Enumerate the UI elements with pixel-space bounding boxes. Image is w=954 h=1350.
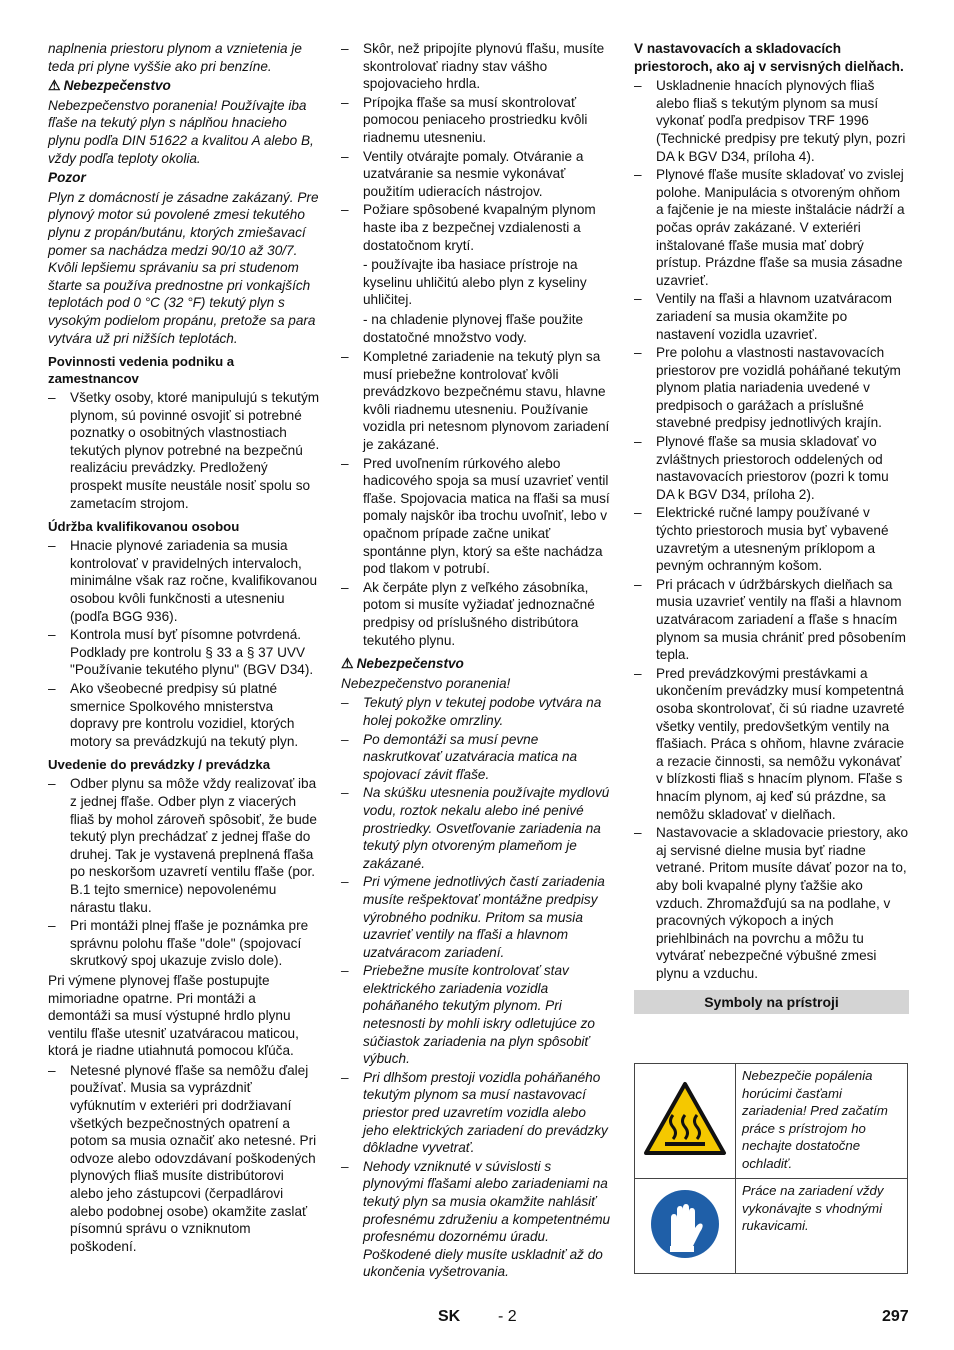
list-item: – Uskladnenie hnacích plynových fliaš alebo fliaš s tekutým plynom sa musí vykonať podľa predpisov TRF 1996 (Technické predpisy pre tekutý plyn, pozri DA k BGV D34, príloha 4). <box>634 77 909 165</box>
table-row <box>635 1064 908 1179</box>
list-obligations <box>48 389 320 512</box>
list-item: – Pri montáži plnej fľaše je poznámka pre správnu polohu fľaše "dole" (spojovací skrutkový spoj ukazuje zvislo dole). <box>48 917 320 970</box>
list-item: – Všetky osoby, ktoré manipulujú s tekutým plynom, sú povinné osvojiť si potrebné poznatky o osobitných vlastnostiach tekutých plynov potrebné na bezpečnú realizáciu prevádzky. Predložený prospekt musíte neustále nosiť spolu so zametacím strojom. <box>48 389 320 512</box>
list-maintenance <box>48 537 320 750</box>
list-inspection <box>341 348 613 649</box>
list-item: – Nastavovacie a skladovacie priestory, ako aj servisné dielne musia byť riadne vetrané. Pritom musíte dávať pozor na to, aby boli kvapalné plyny ťažšie ako vzduch. Zhromažďujú sa na podlahe, v pracovných výkopoch a iných priehlbinách na povrchu a môžu tu vytvárať nebezpečné výbušné zmesi plynu a vzduchu. <box>634 824 909 982</box>
warning-heading-1 <box>48 77 320 95</box>
list-operation <box>48 775 320 970</box>
warning-text-1: Nebezpečenstvo poranenia! Používajte iba fľaše na tekutý plyn s náplňou hnacieho plynu podľa DIN 51622 a kvalitou A alebo B, vždy podľa teploty okolia. <box>48 97 314 166</box>
list-item: – Odber plynu sa môže vždy realizovať iba z jednej fľaše. Odber plyn z viacerých fliaš by mohol zároveň spôsobiť, že bude tekutý plyn prechádzať z jednej fľaše do druhej. Tak je vystavená preplnená fľaša po neskoršom uzavretí ventilu fľaše (por. B.1 tejto smernice) nepovolenému nárastu tlaku. <box>48 775 320 916</box>
list-item: – Ventily na fľaši a hlavnom uzatváracom zariadení sa musia okamžite po nastavení vozidla uzavrieť. <box>634 290 909 343</box>
section-title-symbols: Symboly na prístroji <box>634 990 909 1014</box>
list-connection <box>341 40 613 254</box>
storage-heading: V nastavovacích a skladovacích priestoroch, ako aj v servisných dielňach. <box>634 41 904 74</box>
list-item: – Kontrola musí byť písomne potvrdená. Podklady pre kontrolu § 33 a § 37 UVV "Používanie tekutého plynu" (BGV D34). <box>48 626 320 679</box>
column-1 <box>48 40 320 1257</box>
list-item: – Pri výmene jednotlivých častí zariadenia musíte rešpektovať montážne predpisy výrobného podniku. Pritom sa musia uzavrieť ventily na fľaši a hlavnom uzatváracom zariadení. <box>341 873 613 961</box>
warning-heading-2 <box>341 655 613 673</box>
warning-title: Nebezpečenstvo <box>63 78 171 94</box>
list-item: – Pred uvoľnením rúrkového alebo hadicového spoja sa musí uzavrieť ventil fľaše. Spojovacia matica na fľaši sa musí pomaly najskôr iba trochu uvoľniť, lebo v opačnom prípade začne unikať spontánne plyn, ktorý sa ešte nachádza pod tlakom v potrubí. <box>341 455 613 578</box>
list-item: – Pred prevádzkovými prestávkami a ukončením prevádzky musí kompetentná osoba skontrolovať, či sú riadne uzavreté všetky ventily, predovšetkým ventily na fľašiach. Práca s ohňom, hlavne zváracie a rezacie činnosti, sa nemôžu vykonávať v blízkosti fliaš s hnacím plynom. Fľaše s hnacím plynom, aj keď sú prázdne, sa nemôžu skladovať v dielňach. <box>634 665 909 823</box>
table-row <box>635 1179 908 1274</box>
list-item: – Na skúšku utesnenia používajte mydlovú vodu, roztok nekalu alebo iné penivé prostriedky. Osvetľovanie zariadenia na tekutý plyn otvoreným plameňom je zakázané. <box>341 784 613 872</box>
list-item: – Elektrické ručné lampy používané v týchto priestoroch musia byť vybavené uzavretým a utesneným príklopom a pevným ochranným košom. <box>634 504 909 574</box>
footer-page-reference: - 2 <box>498 1308 517 1325</box>
list-item: – Skôr, než pripojíte plynovú fľašu, musíte skontrolovať riadny stav vášho spojovacieho hrdla. <box>341 40 613 93</box>
column-3 <box>634 40 909 1014</box>
list-leaky-cylinders <box>48 1062 320 1256</box>
heading-operation: Uvedenie do prevádzky / prevádzka <box>48 757 271 773</box>
list-item: – Ventily otvárajte pomaly. Otváranie a uzatváranie sa nesmie vykonávať použitím udieracích nástrojov. <box>341 148 613 201</box>
column-2 <box>341 40 613 1283</box>
symbol-description: Práce na zariadení vždy vykonávajte s vhodnými rukavicami. <box>736 1179 908 1274</box>
list-item: – Hnacie plynové zariadenia sa musia kontrolovať v pravidelných intervaloch, minimálne však raz ročne, kvalifikovanou osobou kvôli funkčnosti a utesneniu (podľa BGG 936). <box>48 537 320 625</box>
heading-maintenance: Údržba kvalifikovanou osobou <box>48 519 240 535</box>
list-item: – Po demontáži sa musí pevne naskrutkovať uzatváracia matica na spojovací závit fľaše. <box>341 731 613 784</box>
list-warnings <box>341 694 613 1281</box>
list-item: – Plynové fľaše musíte skladovať vo zvislej polohe. Manipulácia s otvoreným ohňom a fajčenie je na mieste inštalácie nádrží a počas opráv zakázané. V exteriéri inštalované fľaše musia mať dobrý prístup. Prázdne fľaše sa musia zásadne uzavrieť. <box>634 166 909 289</box>
symbol-cell <box>635 1179 736 1274</box>
warning-triangle-icon: ⚠ <box>48 77 61 94</box>
list-item: – Netesné plynové fľaše sa nemôžu ďalej používať. Musia sa vyprázdniť vyfúknutím v exteriéri pri dodržiavaní všetkých bezpečnostných opatrení a potom sa musia označiť ako netesné. Pri odvoze alebo odovzdávaní poškodených plynových fliaš musíte distribútorovi alebo jeho zástupcovi (čerpadlárovi alebo podobnej osobe) okamžite zaslať písomnú správu o vzniknutom poškodení. <box>48 1062 320 1256</box>
list-item: – Pri dlhšom prestoji vozidla poháňaného tekutým plynom sa musí nastavovací priestor pred uzavretím vozidla alebo jeho elektrických zariadení do prevádzky dôkladne vyvetrať. <box>341 1069 613 1157</box>
intro-text: naplnenia priestoru plynom a vznietenia je teda pri plyne vyššie ako pri benzíne. <box>48 41 302 74</box>
list-item: – Tekutý plyn v tekutej podobe vytvára na holej pokožke omrzliny. <box>341 694 613 729</box>
caution-heading: Pozor <box>48 170 86 186</box>
heading-obligations: Povinnosti vedenia podniku a zamestnancov <box>48 354 235 387</box>
list-item: – Pri prácach v údržbárskych dielňach sa musia uzavrieť ventily na fľaši a hlavnom uzatváracom zariadení a fľaše s hnacím plynom sa musia chrániť pred pôsobením tepla. <box>634 576 909 664</box>
list-item: – Ak čerpáte plyn z veľkého zásobníka, potom si musíte vyžiadať jednoznačné predpisy od príslušného distribútora tekutého plynu. <box>341 579 613 649</box>
footer-language-code: SK <box>438 1308 461 1325</box>
list-storage <box>634 77 909 982</box>
warning-triangle-icon: ⚠ <box>341 655 354 672</box>
symbols-table <box>634 1063 908 1274</box>
list-item: – Požiare spôsobené kvapalným plynom haste iba z bezpečnej vzdialenosti a dostatočnom krytí. <box>341 201 613 254</box>
warning-text-2: Nebezpečenstvo poranenia! <box>341 675 511 691</box>
symbol-description: Nebezpečie popálenia horúcimi časťami zariadenia! Pred začatím práce s prístrojom ho nechajte dostatočne ochladiť. <box>736 1064 908 1179</box>
symbol-cell <box>635 1064 736 1179</box>
caution-text: Plyn z domácností je zásadne zakázaný. Pre plynový motor sú povolené zmesi tekutého plynu z propán/butánu, ktorých zmiešavací pomer sa nachádza medzi 90/10 až 30/7. Kvôli lepšiemu správaniu sa pri studenom štarte sa používa prednostne pri vonkajších teplotách pod 0 °C (32 °F) tekutý plyn s vysokým podielom propánu, pretože sa para vytvára už pri nižších teplotách. <box>48 189 319 346</box>
sub-item: - na chladenie plynovej fľaše použite dostatočné množstvo vody. <box>363 311 584 345</box>
cylinder-exchange-text: Pri výmene plynovej fľaše postupujte mimoriadne opatrne. Pri montáži a demontáži sa musí výstupné hrdlo plynu ventilu fľaše utesniť uzatváracou maticou, ktorá je riadne utiahnutá pomocou kľúča. <box>48 972 299 1059</box>
list-item: – Prípojka fľaše sa musí skontrolovať pomocou peniaceho prostriedku kvôli riadnemu utesneniu. <box>341 94 613 147</box>
list-item: – Plynové fľaše sa musia skladovať vo zvláštnych priestoroch oddelených od nastavovacích priestorov (pozri k tomu DA k BGV D34, príloha 2). <box>634 433 909 503</box>
wear-gloves-icon <box>649 1188 721 1260</box>
list-item: – Pre polohu a vlastnosti nastavovacích priestorov pre vozidlá poháňané tekutým plynom platia nariadenia uvedené v predpisoch o garážach a príslušné stavebné predpisy jednotlivých krajín. <box>634 344 909 432</box>
warning-title: Nebezpečenstvo <box>356 656 464 672</box>
list-item: – Nehody vzniknuté v súvislosti s plynovými fľašami alebo zariadeniami na tekutý plyn sa musia okamžite nahlásiť profesnému združeniu a kompetentnému profesnému dozornému úradu. Poškodené diely musíte uskladniť až do ukončenia vyšetrovania. <box>341 1158 613 1281</box>
list-item: – Priebežne musíte kontrolovať stav elektrického zariadenia vozidla poháňaného tekutým plynom. Pri netesnosti by mohli iskry odletujúce zo súčiastok zariadenia na plyn spôsobiť výbuch. <box>341 962 613 1068</box>
footer-page-number: 297 <box>882 1308 909 1325</box>
sub-item: - používajte iba hasiace prístroje na kyselinu uhličitú alebo plyn z kyseliny uhličitej. <box>363 257 587 308</box>
list-item: – Ako všeobecné predpisy sú platné smernice Spolkového mnisterstva dopravy pre kontrolu vozidiel, ktorých motory sa prevádzkujú na tekutý plyn. <box>48 680 320 750</box>
hot-surface-warning-icon <box>643 1081 727 1157</box>
list-item: – Kompletné zariadenie na tekutý plyn sa musí priebežne kontrolovať kvôli prevádzkovo bezpečnému stavu, hlavne kvôli riadnemu utesneniu. Používanie vozidla pri netesnom plynovom zariadení je zakázané. <box>341 348 613 454</box>
